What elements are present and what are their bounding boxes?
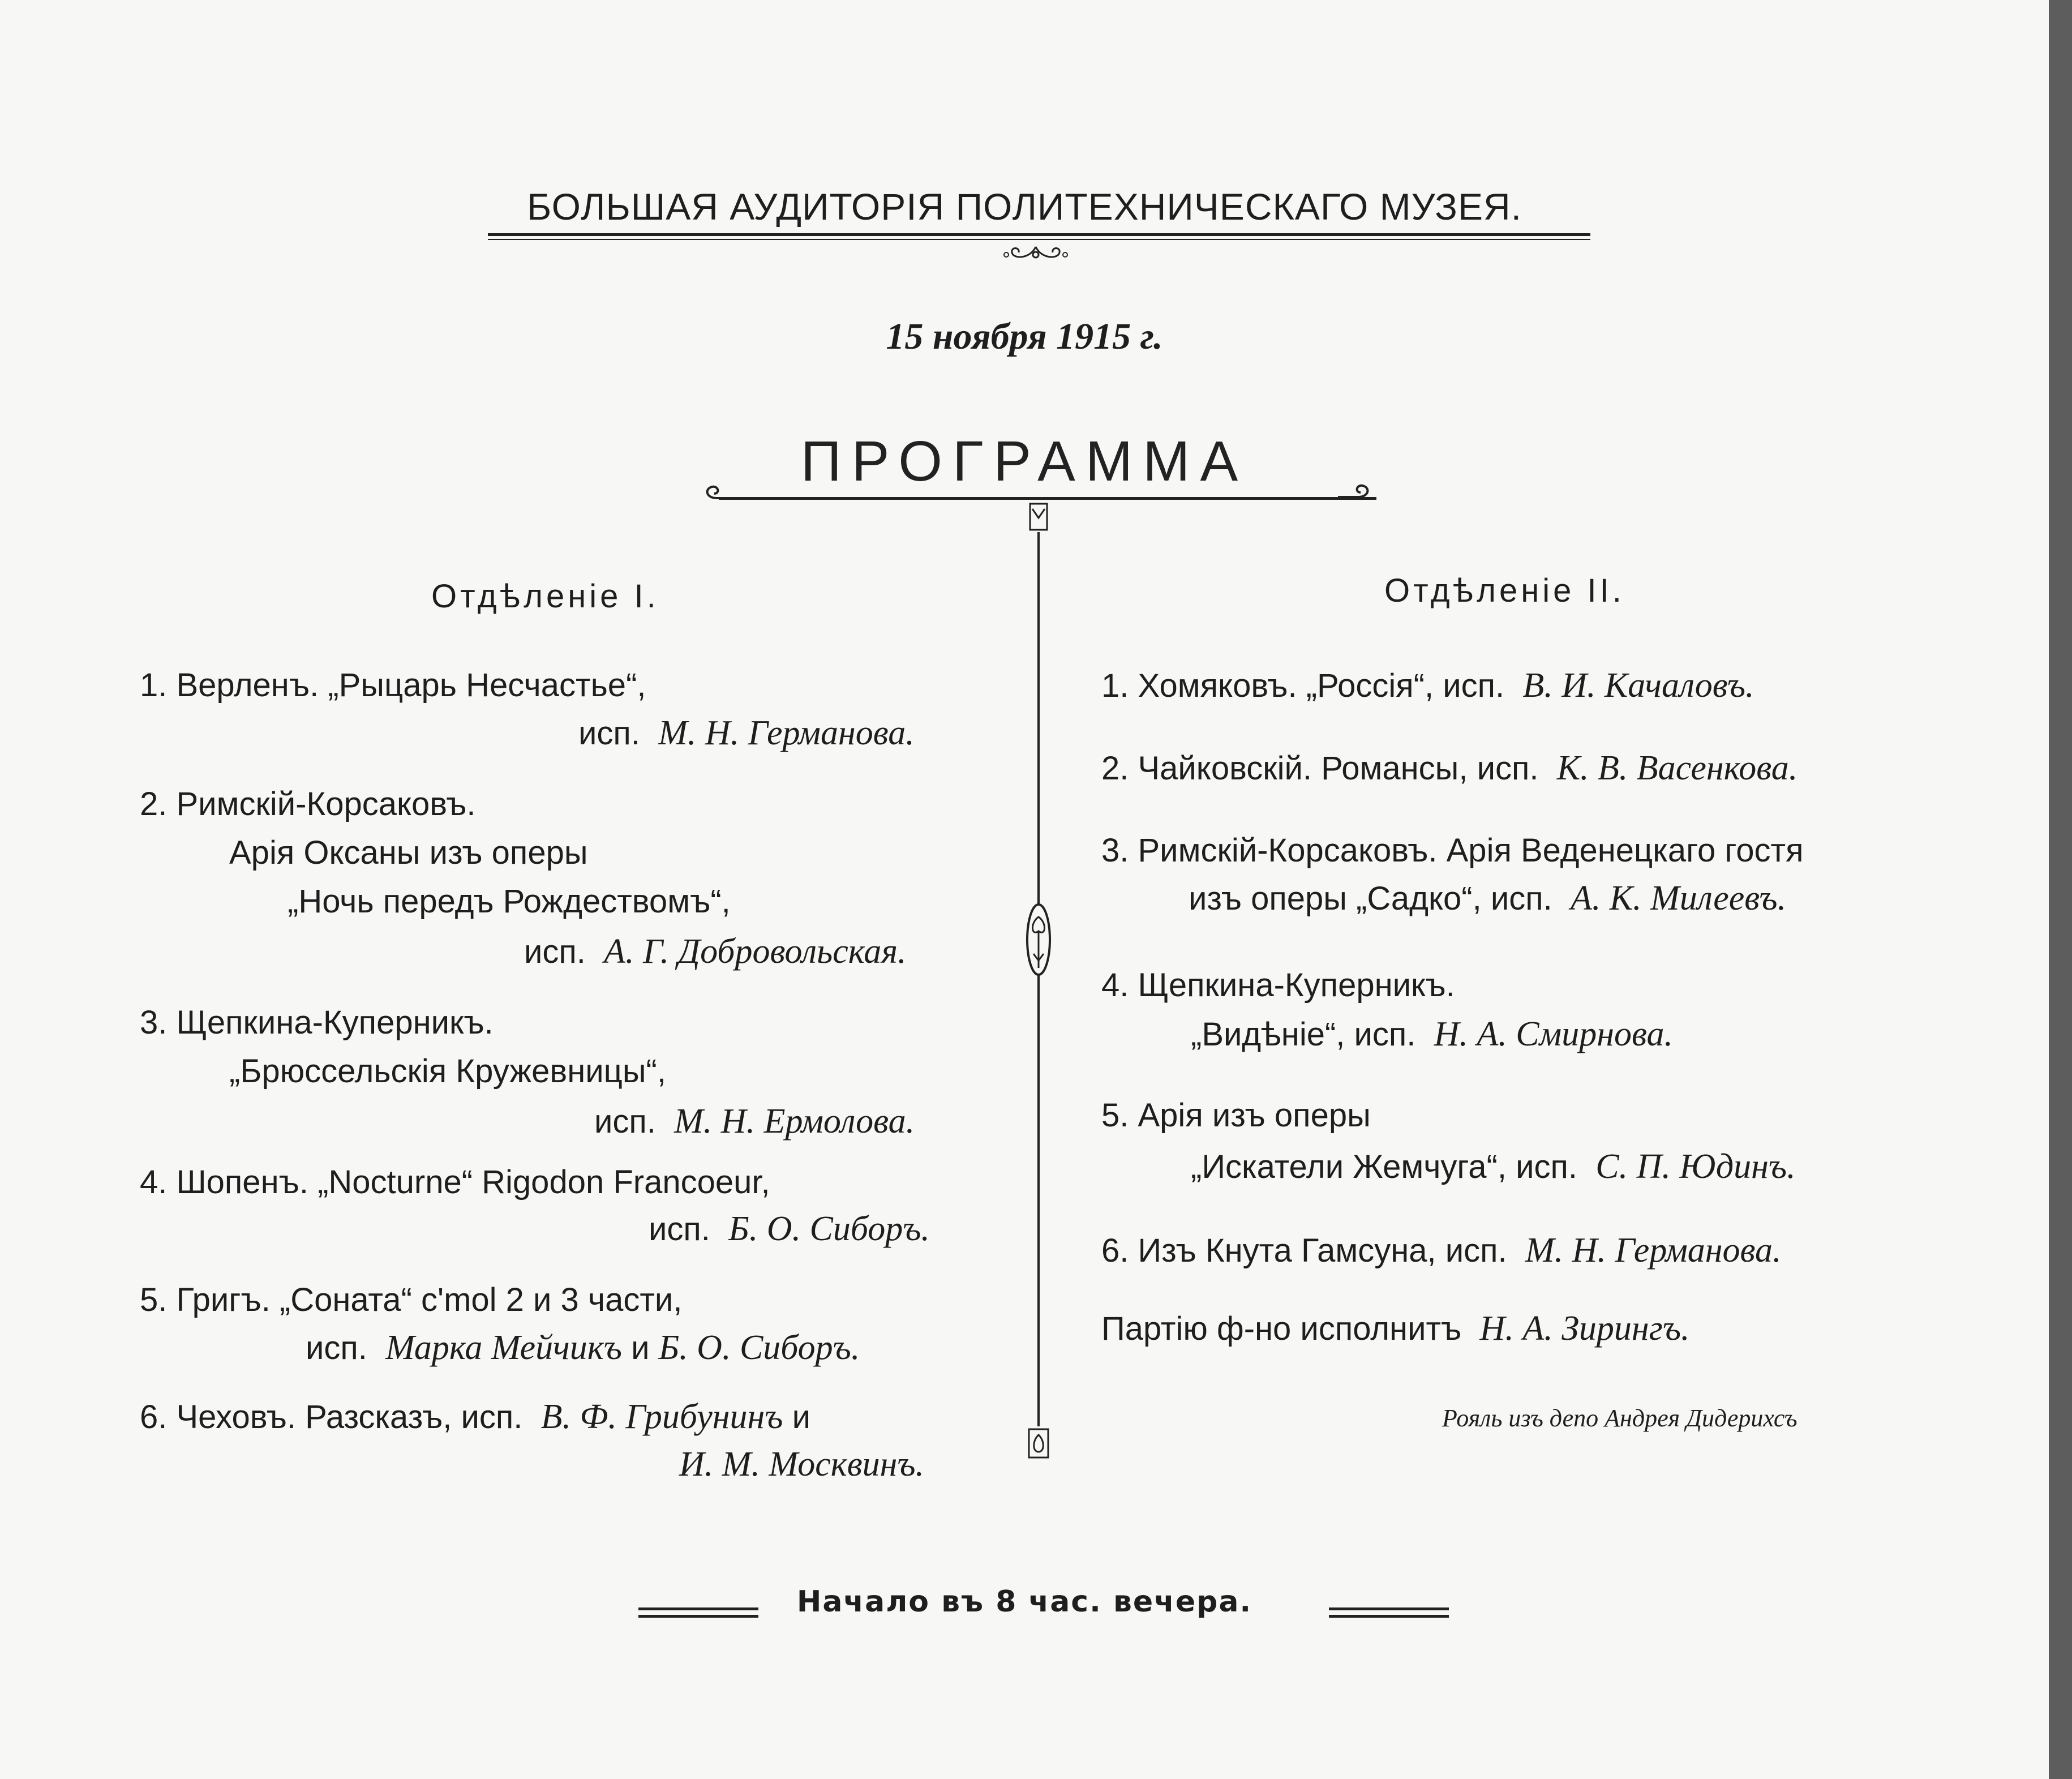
item-text: 2. Чайковскій. Романсы, исп. К. В. Васенкова. [1101,749,1798,787]
item-text: 6. Чеховъ. Разсказъ, исп. В. Ф. Грибунинъ и [140,1398,810,1436]
left-scroll-ornament [700,473,739,501]
item-text: 3. Римскій-Корсаковъ. Арія Веденецкаго гостя [1101,832,1804,869]
section2-heading: Отдѣленіе II. [1384,572,1625,609]
program-underline [719,497,1376,500]
program-sheet: БОЛЬШАЯ АУДИТОРІЯ ПОЛИТЕХНИЧЕСКАГО МУЗЕЯ. 15 ноября 1915 г. ПРОГРАММА Отдѣленіе I. 1. Верленъ. „Рыцарь Несчастье“, исп. М. Н. Германова. 2. Римскій-Корсаковъ. Арія Оксаны изъ оперы „Ночь передъ Рождествомъ“, исп. А. Г. Добровольская. 3. Щепкина-Куперникъ. „Брюссельскія Кружевницы“, исп. М. Н. Ермолова. 4. Шопенъ. „Nocturne“ Rigodon Francoeur, исп. Б. О. Сиборъ. 5. Григъ. „Соната“ c'mol 2 и 3 части, исп. Марка Мейчикъ и Б. О. Сиборъ. 6. Чеховъ. Разсказъ, исп. В. Ф. Грибунинъ и И. М. Москвинъ. Отдѣленіе II. 1. Хомяковъ. „Россія“, исп. В. И. Качаловъ. 2. Чайковскій. Романсы, исп. К. В. Васенкова. 3. Римскій-Корсаковъ. Арія Веденецкаго гостя изъ оперы „Садко“, исп. А. К. Милеевъ. 4. Щепкина-Куперникъ. „Видѣніе“, исп. Н. А. Смирнова. 5. Арія изъ оперы „Искатели Жемчуга“, исп. С. П. Юдинъ. 6. Изъ Кнута Гамсуна, исп. М. Н. Германова. Партію ф-но исполнитъ Н. А. Зирингъ. Рояль изъ депо Андрея Дидерихсъ Начало въ 8 час. вечера. [0,0,2049,1779]
item-text: 4. Щепкина-Куперникъ. [1101,967,1455,1004]
item-text: 5. Арія изъ оперы [1101,1097,1371,1134]
program-title: ПРОГРАММА [800,430,1249,493]
item-performer: исп. А. Г. Добровольская. [524,932,907,971]
item-text: 2. Римскій-Корсаковъ. [140,786,476,822]
item-text: „Искатели Жемчуга“, исп. С. П. Юдинъ. [1191,1147,1796,1186]
header-ornament [1002,242,1070,267]
item-text: Арія Оксаны изъ оперы [229,834,588,871]
page-edge [2049,0,2072,1779]
item-text: 1. Верленъ. „Рыцарь Несчастье“, [140,667,646,704]
header-underline-thin [488,239,1590,240]
right-scroll-ornament [1336,471,1375,499]
footer-rule-right [1329,1607,1449,1618]
item-performer: исп. Марка Мейчикъ и Б. О. Сиборъ. [306,1328,860,1367]
start-time: Начало въ 8 час. вечера. [796,1585,1252,1619]
item-text: 6. Изъ Кнута Гамсуна, исп. М. Н. Германова. [1101,1231,1782,1270]
item-text: „Брюссельскія Кружевницы“, [229,1053,666,1090]
piano-note: Рояль изъ депо Андрея Дидерихсъ [1442,1404,1798,1432]
item-text: 1. Хомяковъ. „Россія“, исп. В. И. Качаловъ. [1101,666,1754,705]
item-performer: исп. М. Н. Германова. [578,714,915,752]
header-underline [488,233,1590,236]
item-text: „Ночь передъ Рождествомъ“, [288,883,731,920]
item-text: 3. Щепкина-Куперникъ. [140,1004,494,1041]
date: 15 ноября 1915 г. [886,316,1163,357]
center-divider [1019,501,1058,1474]
item-text: 4. Шопенъ. „Nocturne“ Rigodon Francoeur, [140,1164,770,1201]
header-title: БОЛЬШАЯ АУДИТОРІЯ ПОЛИТЕХНИЧЕСКАГО МУЗЕЯ. [527,186,1522,228]
item-performer: исп. М. Н. Ермолова. [594,1102,915,1141]
item-text: изъ оперы „Садко“, исп. А. К. Милеевъ. [1189,879,1787,918]
item-text: 5. Григъ. „Соната“ c'mol 2 и 3 части, [140,1281,683,1318]
item-text: „Видѣніе“, исп. Н. А. Смирнова. [1191,1015,1673,1053]
item-performer: И. М. Москвинъ. [679,1445,925,1484]
item-performer: исп. Б. О. Сиборъ. [649,1210,930,1248]
section1-heading: Отдѣленіе I. [431,578,659,615]
